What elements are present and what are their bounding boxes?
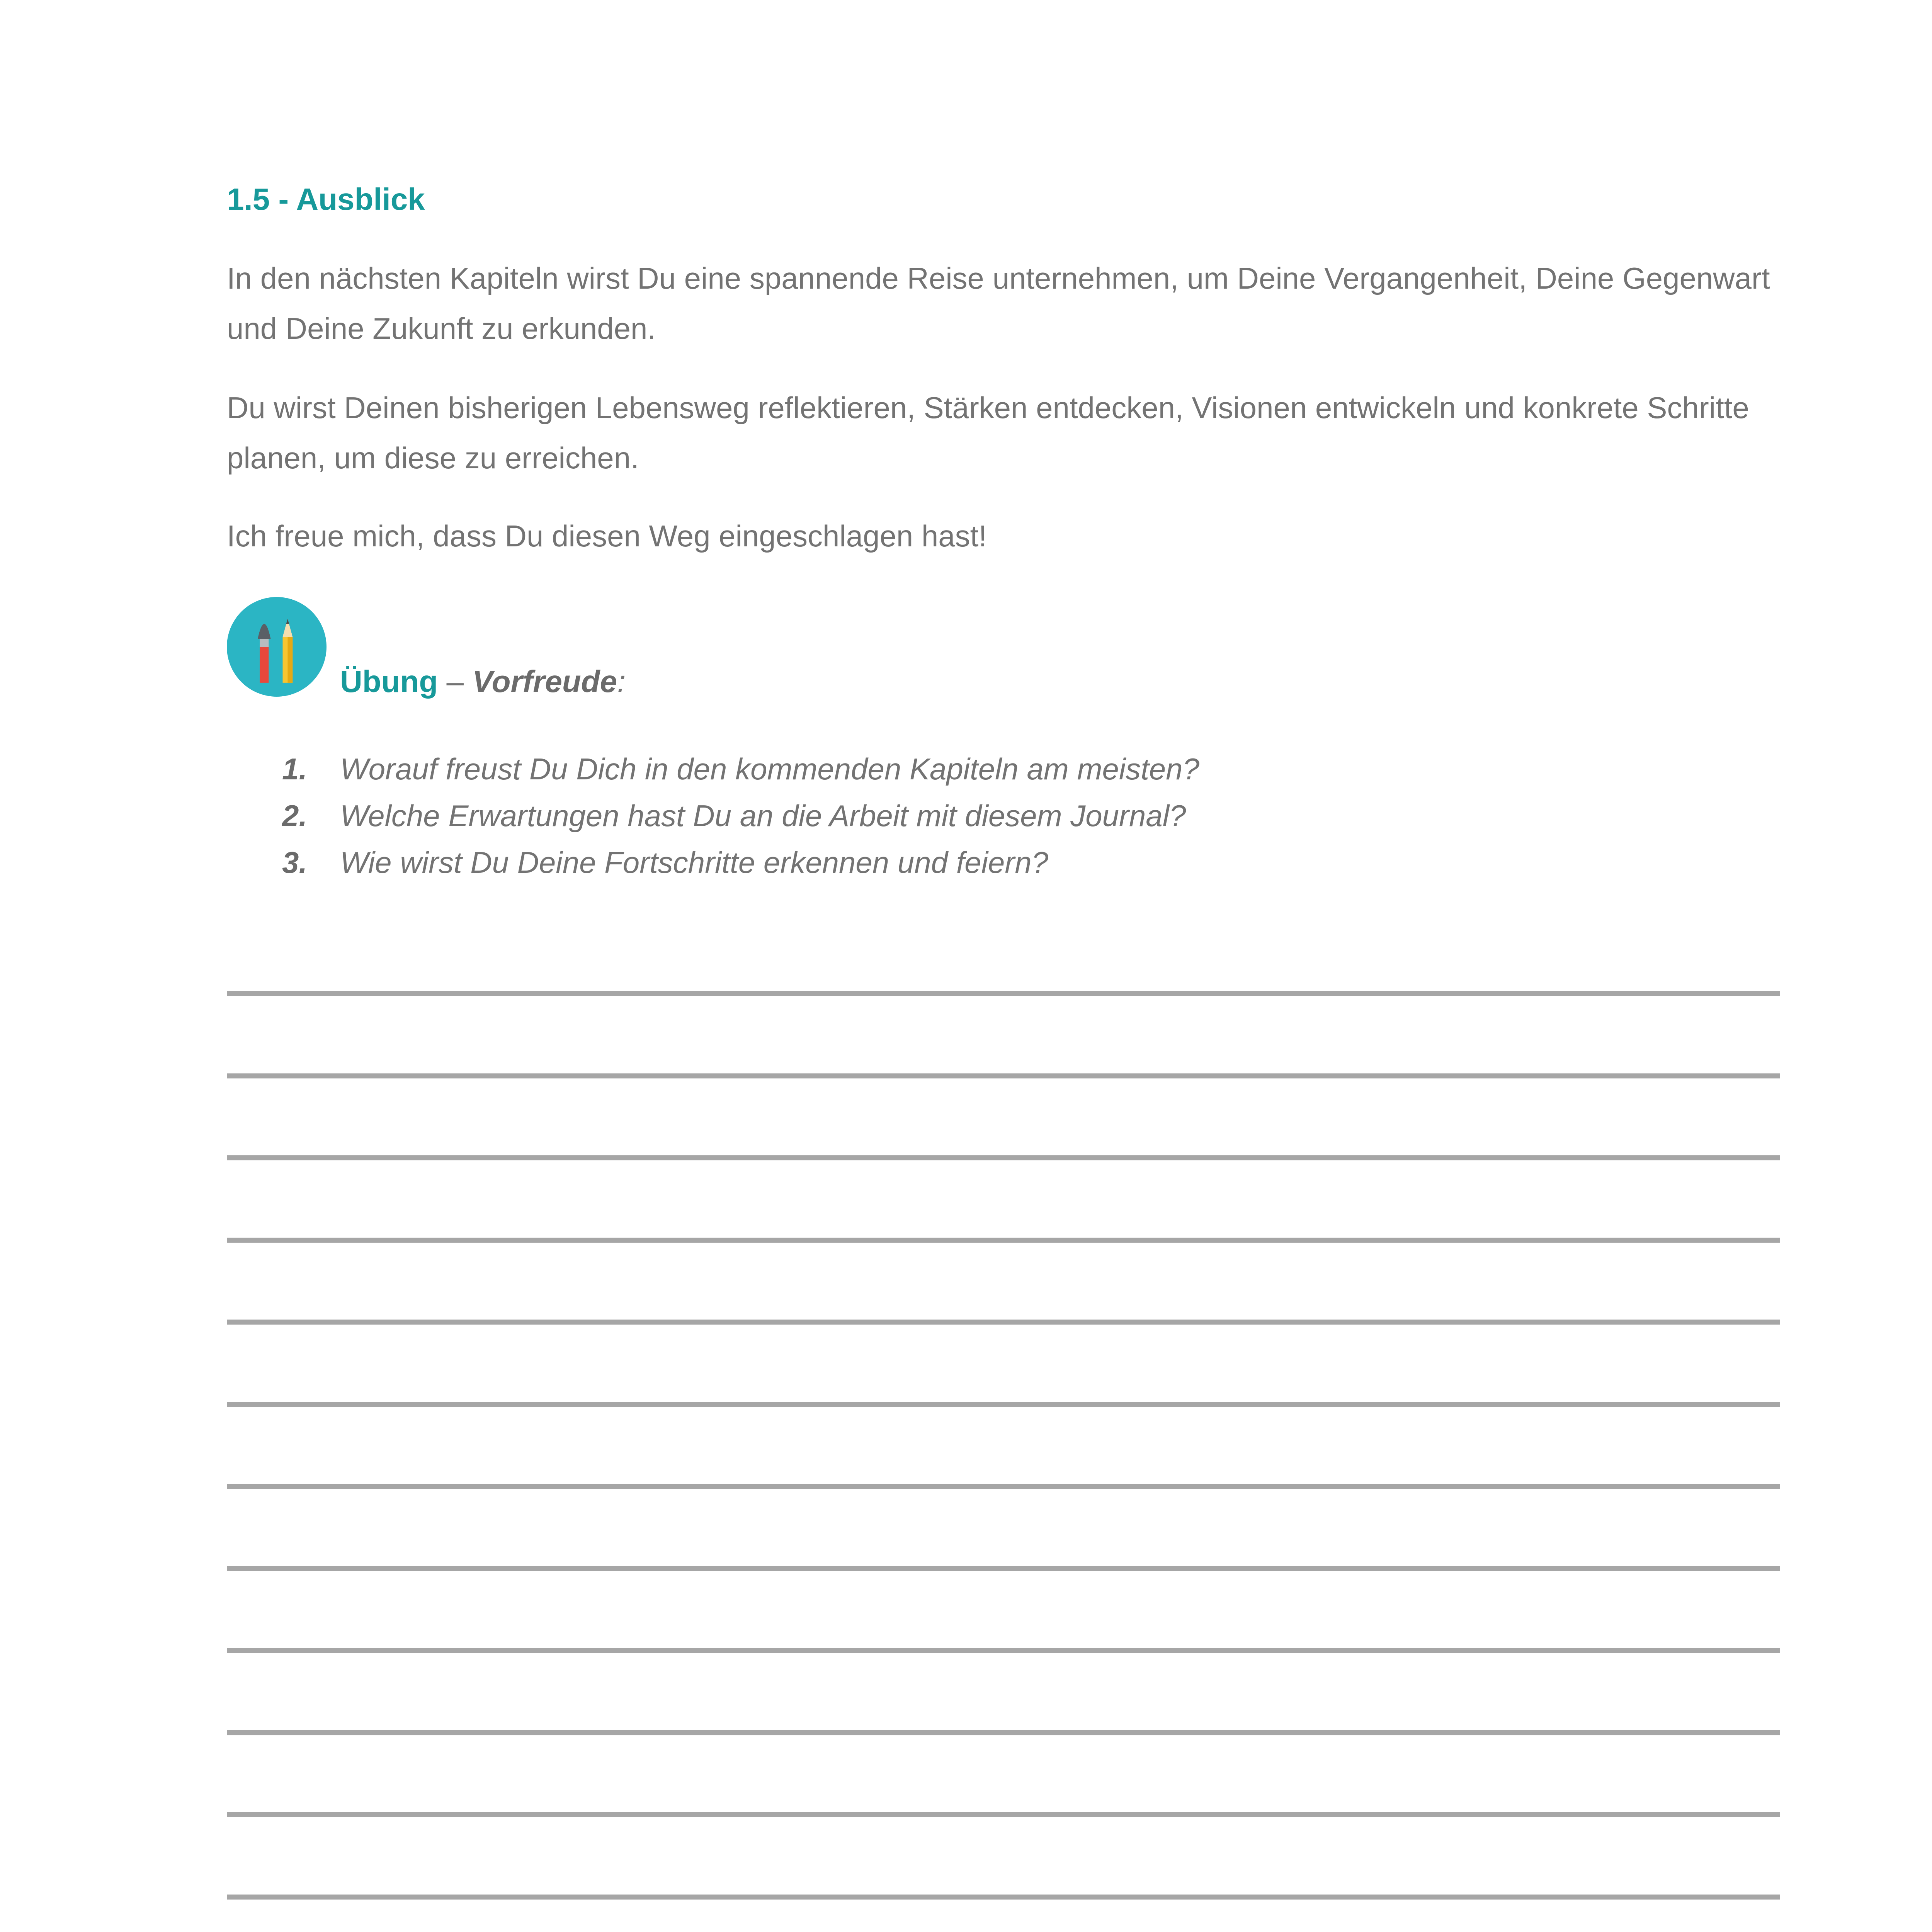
exercise-name: Vorfreude [472,664,617,699]
question-item [282,793,1199,839]
question-text: Welche Erwartungen hast Du an die Arbeit mit diesem Journal? [340,799,1186,833]
writing-line[interactable] [227,1730,1780,1735]
question-list [282,746,1199,886]
writing-line[interactable] [227,1073,1780,1078]
reflection-paragraph: Du wirst Deinen bisherigen Lebensweg reflektieren, Stärken entdecken, Visionen entwickeln und konkrete Schritte planen, um diese zu erreichen. [227,391,1749,475]
closing-paragraph: Ich freue mich, dass Du diesen Weg eingeschlagen hast! [227,519,987,553]
question-number: 3. [282,845,308,879]
section-heading: 1.5 - Ausblick [227,182,425,216]
exercise-title [340,664,626,699]
writing-line[interactable] [227,1484,1780,1489]
writing-line[interactable] [227,1648,1780,1653]
intro-paragraph: In den nächsten Kapiteln wirst Du eine spannende Reise unternehmen, um Deine Vergangenheit, Deine Gegenwart und Deine Zukunft zu erkunden. [227,261,1770,345]
writing-line[interactable] [227,1320,1780,1325]
exercise-label: Übung [340,664,438,699]
writing-line[interactable] [227,1402,1780,1407]
exercise-colon: : [617,664,626,699]
writing-line[interactable] [227,1238,1780,1243]
question-number: 2. [282,799,308,833]
question-text: Wie wirst Du Deine Fortschritte erkennen und feiern? [340,845,1049,879]
question-text: Worauf freust Du Dich in den kommenden Kapiteln am meisten? [340,752,1200,786]
writing-line[interactable] [227,1895,1780,1900]
question-number: 1. [282,752,308,786]
brush-and-pencil-icon [227,597,327,697]
question-item [282,839,1199,886]
writing-line[interactable] [227,991,1780,996]
exercise-dash: – [438,664,473,699]
writing-line[interactable] [227,1812,1780,1817]
writing-line[interactable] [227,1566,1780,1571]
writing-line[interactable] [227,1155,1780,1160]
question-item [282,746,1199,793]
